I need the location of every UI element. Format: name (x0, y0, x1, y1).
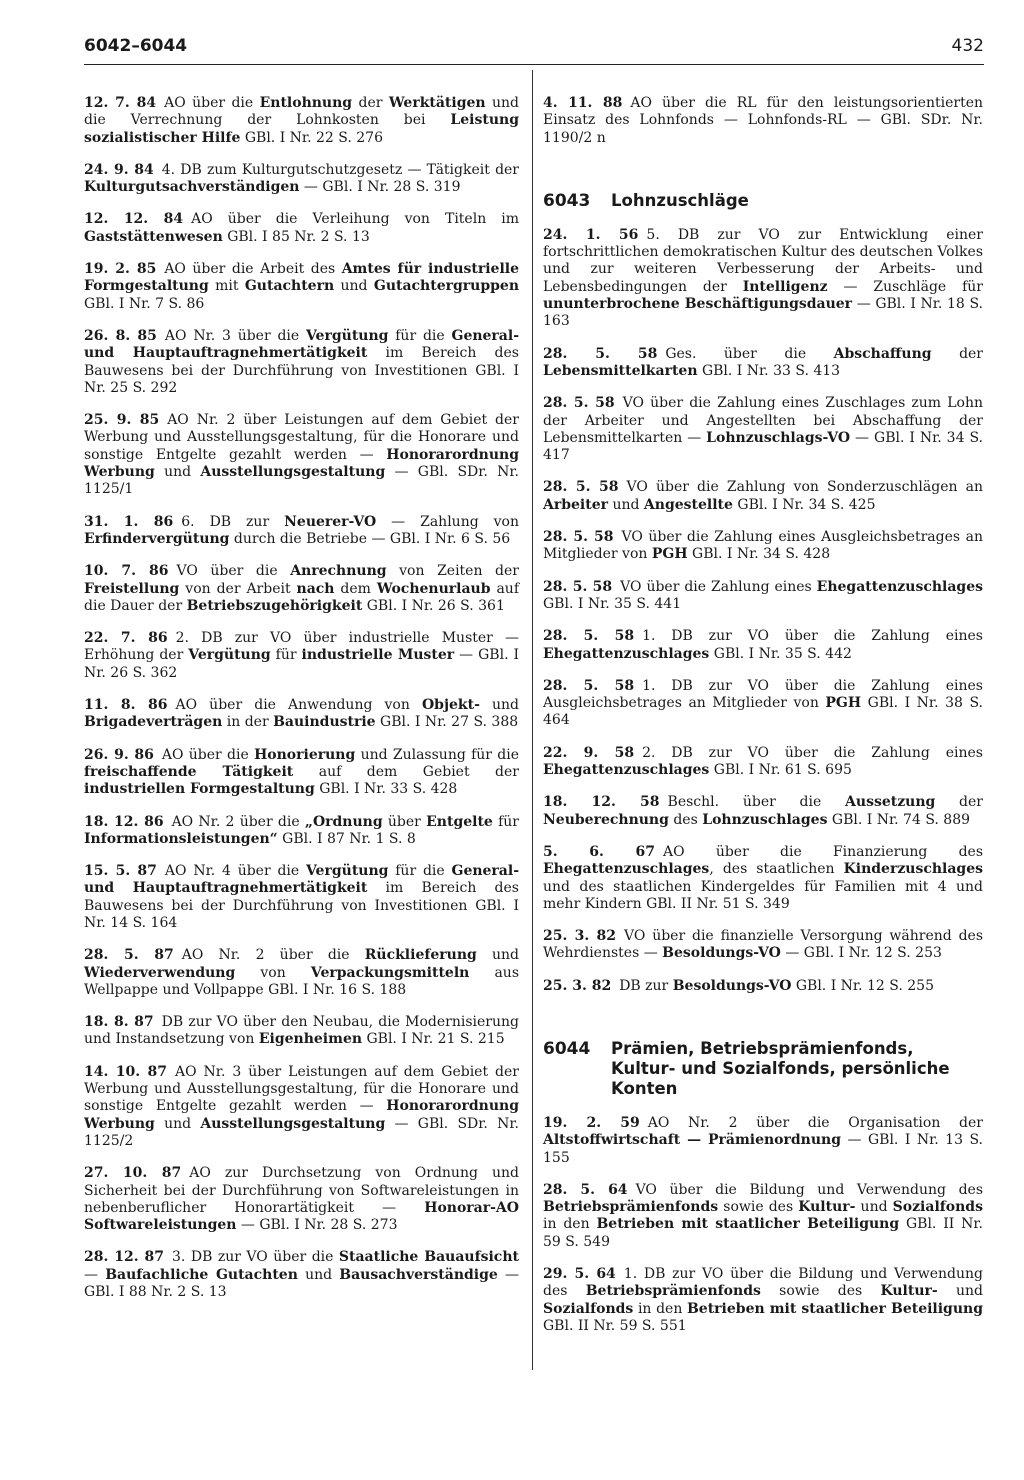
section-heading-6043 (543, 191, 983, 211)
entry-keyword: Betriebszugehörigkeit (186, 597, 363, 614)
entry-date: 14. 10. 87 (84, 1063, 167, 1080)
entry-text: für (492, 813, 519, 830)
entry-keyword: Betrieben mit staatlicher Beteiligung (596, 1216, 900, 1233)
entry-keyword: Vergütung (305, 327, 389, 344)
entry-text: auf die Dauer der (84, 580, 519, 614)
entry-keyword: Ausstellungsgestaltung (200, 464, 386, 481)
section-number: 6043 (543, 190, 591, 211)
entry-text: VO über die (176, 563, 291, 580)
entry-keyword: Rücklieferung (364, 947, 477, 964)
entry-text: und Zulassung für die (355, 746, 520, 763)
entry-keyword: nach (296, 580, 335, 597)
section-title: Prämien, Betriebsprämienfonds, Kultur- und Sozialfonds, persönliche Konten (611, 1038, 950, 1098)
entry-text: des (668, 811, 703, 828)
entry-keyword: Eigenheimen (258, 1031, 363, 1048)
entry-text: durch die Betriebe — GBl. I Nr. 6 S. 56 (229, 530, 511, 547)
entry-keyword: General- und Hauptauftragnehmertätigkeit (84, 863, 520, 897)
entry-text: AO über die Verleihung von Titeln im (191, 211, 519, 228)
entry-text: sowie des (760, 1283, 881, 1300)
entry-text: im Bereich des Bauwesens bei der Durchführung von Investitionen GBl. I Nr. 14 S. 164 (84, 880, 519, 931)
entry-date: 18. 8. 87 (84, 1014, 154, 1031)
entry-keyword: Altstoffwirtschaft — Prämienordnung (543, 1132, 842, 1149)
entry-date: 26. 9. 86 (84, 746, 154, 763)
entry-text: und (154, 464, 201, 481)
entry-text: VO über die Zahlung eines Ausgleichsbetrages an Mitglieder von (543, 529, 983, 563)
entry-keyword: Gutachtern (244, 278, 335, 295)
law-entry (543, 579, 983, 614)
entry-text: im Bereich des Bauwesens bei der Durchführung von Investitionen GBl. I Nr. 25 S. 292 (84, 345, 519, 396)
entry-text: mit (208, 278, 245, 295)
entry-text: AO über die Arbeit des (164, 261, 342, 278)
entry-text: von Zeiten der (386, 563, 519, 580)
entry-text: 2. DB zur VO über industrielle Muster — Erhöhung der (84, 630, 520, 664)
entry-date: 12. 7. 84 (84, 95, 157, 111)
entry-date: 29. 5. 64 (543, 1266, 616, 1283)
entry-text: GBl. I Nr. 26 S. 361 (362, 597, 505, 614)
entry-text: AO über die (161, 746, 255, 763)
entry-keyword: Lohnzuschlags-VO (706, 429, 851, 446)
law-entry (543, 479, 983, 514)
entry-keyword: Leistung sozialistischer Hilfe (84, 112, 519, 146)
entry-text: AO zur Durchsetzung von Ordnung und Sicherheit bei der Durchführung von Softwareleistungen in nebenberuflicher Honorartätigkeit — (84, 1165, 519, 1216)
entry-date: 18. 12. 58 (543, 794, 660, 811)
entry-keyword: Honorarordnung Werbung (84, 1098, 519, 1132)
entry-text: GBl. I 87 Nr. 1 S. 8 (277, 830, 416, 847)
entry-keyword: Arbeiter (543, 496, 609, 513)
entry-text: auf dem Gebiet der (293, 763, 519, 780)
entry-date: 5. 6. 67 (543, 843, 656, 860)
entry-text: AO über die RL für den leistungsorientierten Einsatz des Lohnfonds — Lohnfonds-RL — GBl. SDr. Nr. 1190/2 n (543, 95, 983, 146)
entry-text: und (154, 1115, 201, 1132)
entry-text: und die Verrechnung der Lohnkosten bei (84, 95, 519, 129)
entry-text: VO über die Bildung und Verwendung des (635, 1181, 984, 1198)
entry-keyword: Brigadeverträgen (84, 714, 223, 731)
entry-text: — GBl. SDr. Nr. 1125/1 (84, 464, 519, 498)
entry-text: , des staatlichen (709, 861, 844, 878)
entry-text: GBl. I Nr. 21 S. 215 (362, 1031, 505, 1048)
entry-date: 11. 8. 86 (84, 697, 168, 714)
entry-keyword: Sozialfonds (543, 1300, 634, 1317)
entry-keyword: Kinderzuschlages (843, 861, 983, 878)
entry-text: 6. DB zur (181, 513, 285, 530)
law-entry (543, 395, 983, 464)
entry-text: und (334, 278, 374, 295)
entry-keyword: Vergütung (305, 863, 389, 880)
entry-date: 26. 8. 85 (84, 327, 157, 344)
entry-text: GBl. II Nr. 59 S. 549 (543, 1216, 983, 1250)
entry-text: in den (633, 1300, 687, 1317)
section-6043-entries (543, 227, 983, 995)
entry-text: — GBl. I Nr. 13 S. 155 (543, 1132, 984, 1166)
entry-keyword: Staatliche Bauaufsicht (338, 1249, 519, 1266)
entry-keyword: industrielle Muster (301, 647, 455, 664)
entry-text: VO über die finanzielle Versorgung während des Wehrdienstes — (543, 928, 983, 962)
entry-keyword: Ehegattenzuschlages (543, 645, 710, 662)
column-divider (532, 70, 533, 1370)
entry-keyword: Objekt- (421, 697, 480, 714)
entry-keyword: Ausstellungsgestaltung (200, 1115, 386, 1132)
entry-text: — GBl. I Nr. 18 S. 163 (543, 296, 984, 330)
entry-text: — GBl. I Nr. 34 S. 417 (543, 429, 983, 464)
entry-keyword: Betriebsprämienfonds (585, 1283, 761, 1300)
entry-text: GBl. I Nr. 35 S. 442 (709, 645, 852, 662)
entry-date: 25. 9. 85 (84, 412, 160, 429)
entry-text: DB zur VO über den Neubau, die Modernisierung und Instandsetzung von (84, 1014, 519, 1048)
law-entry (543, 978, 983, 995)
left-column (84, 95, 519, 1316)
law-entry (543, 529, 983, 564)
entry-text: dem (334, 580, 377, 597)
entry-date: 28. 5. 58 (543, 479, 619, 496)
entry-keyword: Honorarordnung Werbung (84, 446, 519, 481)
entry-text: — GBl. I Nr. 28 S. 273 (236, 1217, 398, 1234)
entry-keyword: Entlohnung (259, 95, 353, 111)
entry-text: — GBl. I 88 Nr. 2 S. 13 (84, 1266, 520, 1301)
entry-text: VO über die Zahlung eines (620, 578, 817, 595)
entry-text: GBl. I Nr. 35 S. 441 (543, 595, 682, 612)
entry-text: der (935, 794, 984, 811)
entry-text: — GBl. I Nr. 26 S. 362 (84, 647, 520, 681)
entry-keyword: PGH (825, 695, 862, 712)
law-entry (84, 162, 519, 197)
entry-text: 1. DB zur VO über die Zahlung eines (642, 628, 983, 645)
entry-text: von der Arbeit (179, 580, 297, 597)
entry-text: AO über die Finanzierung des (663, 843, 983, 860)
law-entry (84, 328, 519, 397)
section-6042-continued (543, 95, 983, 147)
entry-keyword: Kultur- (798, 1199, 856, 1216)
entry-date: 19. 2. 59 (543, 1114, 640, 1131)
page-header (84, 36, 984, 58)
entry-keyword: Baufachliche Gutachten (105, 1266, 298, 1283)
entry-text: und des staatlichen Kindergeldes für Familien mit 4 und mehr Kindern GBl. II Nr. 51 S. 349 (543, 878, 983, 912)
section-6044-entries (543, 1115, 983, 1335)
entry-text: GBl. I 85 Nr. 2 S. 13 (222, 228, 370, 245)
section-title: Lohnzuschläge (611, 190, 749, 210)
entry-keyword: Bauindustrie (273, 714, 376, 731)
entry-text: 1. DB zur VO über die Zahlung eines Ausgleichsbetrages an Mitglieder von (543, 677, 983, 712)
entry-keyword: Abschaffung (833, 345, 932, 362)
entry-text: und (608, 496, 644, 513)
entry-keyword: Amtes für industrielle Formgestaltung (84, 261, 520, 295)
law-entry (543, 678, 983, 730)
law-entry (84, 514, 519, 549)
entry-text: der (352, 95, 389, 111)
law-entry (84, 261, 519, 313)
entry-date: 28. 5. 58 (543, 677, 635, 694)
entry-text: und (479, 697, 519, 714)
entry-text: AO Nr. 3 über die (164, 327, 306, 344)
entry-text: — Zuschläge für (827, 278, 983, 295)
entry-text: 5. DB zur VO zur Entwicklung einer fortschrittlichen demokratischen Kultur des deutschen Volkes und zur weiteren Verbesserung der Arbeits- und Lebensbedingungen der (543, 226, 984, 295)
entry-text: für die (388, 327, 452, 344)
entry-keyword: Anrechnung (290, 563, 387, 580)
header-range: 6042–6044 (84, 36, 188, 56)
law-entry (84, 1064, 519, 1150)
entry-keyword: Ehegattenzuschlages (816, 578, 983, 595)
law-entry (84, 1249, 519, 1301)
entry-keyword: Wochenurlaub (376, 580, 491, 597)
entry-keyword: Neuberechnung (543, 811, 669, 828)
entry-text: GBl. I Nr. 38 S. 464 (543, 695, 983, 729)
entry-text: — GBl. I Nr. 12 S. 253 (780, 945, 942, 962)
entry-text: 3. DB zur VO über die (172, 1249, 339, 1266)
law-entry (543, 928, 983, 963)
entry-date: 12. 12. 84 (84, 211, 184, 228)
law-entry (543, 1266, 983, 1335)
entry-keyword: Sozialfonds (892, 1199, 983, 1216)
entry-keyword: Bausachverständige (339, 1266, 498, 1283)
entry-text: GBl. I Nr. 22 S. 276 (240, 129, 383, 146)
entry-date: 28. 5. 58 (543, 529, 614, 546)
entry-date: 28. 12. 87 (84, 1249, 165, 1266)
entry-text: AO Nr. 2 über Leistungen auf dem Gebiet der Werbung und Ausstellungsgestaltung, für die Honorare und sonstige Entgelte gezahlt werden — (84, 412, 520, 463)
law-entry (84, 211, 519, 246)
entry-text: und (937, 1283, 983, 1300)
entry-keyword: Besoldungs-VO (672, 977, 792, 994)
entry-text: und (297, 1266, 340, 1283)
law-entry (543, 628, 983, 663)
entry-date: 28. 5. 64 (543, 1181, 628, 1198)
entry-text: — (84, 1266, 106, 1283)
entry-text: AO Nr. 2 über die (171, 813, 305, 830)
law-entry (84, 1014, 519, 1049)
entry-text: und (855, 1199, 893, 1216)
entry-keyword: industriellen Formgestaltung (84, 781, 315, 798)
entry-keyword: Werktätigen (388, 95, 486, 111)
entry-text: GBl. I Nr. 27 S. 388 (375, 714, 519, 731)
law-entry (84, 697, 519, 732)
right-column (543, 95, 983, 1350)
entry-keyword: Informationsleistungen“ (84, 830, 278, 847)
entry-text: GBl. I Nr. 61 S. 695 (709, 762, 852, 779)
entry-text: GBl. I Nr. 34 S. 425 (732, 496, 876, 513)
entry-text: über (382, 813, 427, 830)
entry-date: 31. 1. 86 (84, 513, 174, 530)
entry-keyword: Vergütung (188, 647, 271, 664)
entry-keyword: Erfindervergütung (84, 530, 230, 547)
entry-text: VO über die Zahlung eines Zuschlages zum Lohn der Arbeiter und Angestellten bei Abschaffung der Lebensmittelkarten — (543, 395, 983, 446)
entry-date: 28. 5. 87 (84, 947, 174, 964)
law-entry (543, 1115, 983, 1167)
entry-keyword: Gaststättenwesen (84, 228, 223, 245)
entry-text: — GBl. SDr. Nr. 1125/2 (84, 1115, 519, 1149)
section-number: 6044 (543, 1038, 591, 1059)
entry-keyword: Ehegattenzuschlages (543, 762, 710, 779)
law-entry (543, 346, 983, 381)
entry-keyword: Angestellte (643, 496, 733, 513)
entry-text: GBl. I Nr. 12 S. 255 (791, 977, 934, 994)
entry-keyword: Honorar-AO Softwareleistungen (84, 1199, 519, 1234)
entry-keyword: Kulturgutsachverständigen (84, 179, 300, 196)
entry-text: AO Nr. 2 über die Organisation der (647, 1114, 983, 1131)
entry-date: 10. 7. 86 (84, 563, 169, 580)
entry-text: AO Nr. 3 über Leistungen auf dem Gebiet der Werbung und Ausstellungsgestaltung, für die Honorare und sonstige Entgelte gezahlt werden — (84, 1063, 519, 1115)
law-entry (84, 947, 519, 999)
entry-text: GBl. I Nr. 34 S. 428 (687, 546, 831, 563)
entry-keyword: Lebensmittelkarten (543, 362, 698, 379)
entry-keyword: Verpackungsmitteln (310, 964, 470, 981)
section-heading-6044 (543, 1039, 983, 1099)
entry-text: für die (388, 863, 452, 880)
entry-date: 28. 5. 58 (543, 395, 615, 412)
law-entry (84, 863, 519, 932)
entry-date: 22. 9. 58 (543, 744, 635, 761)
entry-date: 22. 7. 86 (84, 630, 168, 647)
entry-date: 28. 5. 58 (543, 578, 613, 595)
law-entry (84, 412, 519, 498)
entry-text: GBl. I Nr. 33 S. 428 (314, 781, 458, 798)
entry-date: 24. 9. 84 (84, 161, 154, 178)
law-entry (84, 1165, 519, 1234)
entry-text: DB zur (619, 977, 673, 994)
entry-text: der (931, 345, 984, 362)
law-entry (84, 630, 519, 682)
entry-text: AO Nr. 4 über die (164, 863, 306, 880)
law-entry (84, 95, 519, 147)
entry-keyword: Gutachtergruppen (373, 278, 519, 295)
entry-keyword: Wiederverwendung (84, 964, 236, 981)
entry-text: 4. DB zum Kulturgutschutzgesetz — Tätigkeit der (161, 161, 520, 178)
entry-date: 25. 3. 82 (543, 977, 612, 994)
entry-keyword: Kultur- (880, 1283, 938, 1300)
law-entry (543, 95, 983, 147)
law-entry (543, 745, 983, 780)
entry-keyword: Lohnzuschlages (702, 811, 828, 828)
entry-text: — GBl. I Nr. 28 S. 319 (299, 179, 461, 196)
entry-keyword: Betrieben mit staatlicher Beteiligung (686, 1300, 983, 1317)
entry-keyword: Betriebsprämienfonds (543, 1199, 719, 1216)
entry-text: AO über die Anwendung von (175, 697, 422, 714)
entry-text: und (476, 947, 520, 964)
entry-text: GBl. II Nr. 59 S. 551 (543, 1317, 687, 1334)
entry-text: GBl. I Nr. 7 S. 86 (84, 295, 205, 312)
law-entry (84, 563, 519, 615)
entry-keyword: Besoldungs-VO (662, 945, 781, 962)
entry-keyword: Aussetzung (845, 794, 936, 811)
entry-keyword: Freistellung (84, 580, 180, 597)
entry-text: Beschl. über die (667, 794, 846, 811)
entry-keyword: „Ordnung (304, 813, 383, 830)
entry-text: sowie des (718, 1199, 799, 1216)
law-entry (84, 814, 519, 849)
entry-date: 24. 1. 56 (543, 226, 639, 243)
entry-date: 28. 5. 58 (543, 345, 658, 362)
entry-text: AO über die (164, 95, 260, 111)
entry-text: Ges. über die (665, 345, 834, 362)
entry-text: GBl. I Nr. 33 S. 413 (697, 362, 841, 379)
entry-text: — Zahlung von (376, 513, 519, 530)
entry-keyword: Ehegattenzuschlages (543, 861, 710, 878)
entry-text: AO Nr. 2 über die (181, 947, 365, 964)
entry-text: VO über die Zahlung von Sonderzuschlägen an (626, 479, 983, 496)
entry-keyword: General- und Hauptauftragnehmertätigkeit (84, 327, 520, 362)
entry-keyword: freischaffende Tätigkeit (84, 763, 294, 780)
entry-keyword: Entgelte (426, 813, 493, 830)
entry-text: 1. DB zur VO über die Bildung und Verwendung des (543, 1266, 983, 1300)
entry-date: 18. 12. 86 (84, 813, 164, 830)
entry-date: 25. 3. 82 (543, 928, 616, 945)
entry-keyword: Honorierung (254, 746, 356, 763)
entry-date: 15. 5. 87 (84, 863, 157, 880)
entry-date: 4. 11. 88 (543, 95, 623, 111)
entry-text: für (270, 647, 302, 664)
entry-keyword: ununterbrochene Beschäftigungsdauer (543, 296, 853, 313)
header-rule (84, 64, 984, 65)
page-number: 432 (951, 36, 984, 56)
entry-text: in den (543, 1216, 597, 1233)
entry-text: von (235, 964, 311, 981)
law-entry (543, 794, 983, 829)
entry-keyword: Neuerer-VO (284, 513, 377, 530)
entry-keyword: Intelligenz (742, 278, 828, 295)
law-entry (543, 227, 983, 331)
entry-date: 28. 5. 58 (543, 628, 635, 645)
entry-date: 27. 10. 87 (84, 1165, 182, 1182)
entry-keyword: PGH (651, 546, 688, 563)
law-entry (543, 844, 983, 913)
entry-text: aus Wellpappe und Vollpappe GBl. I Nr. 16 S. 188 (84, 964, 519, 998)
entry-text: 2. DB zur VO über die Zahlung eines (642, 744, 983, 761)
law-entry (543, 1182, 983, 1251)
entry-date: 19. 2. 85 (84, 261, 157, 278)
law-entry (84, 747, 519, 799)
entry-text: GBl. I Nr. 74 S. 889 (827, 811, 971, 828)
entry-text: in der (222, 714, 274, 731)
